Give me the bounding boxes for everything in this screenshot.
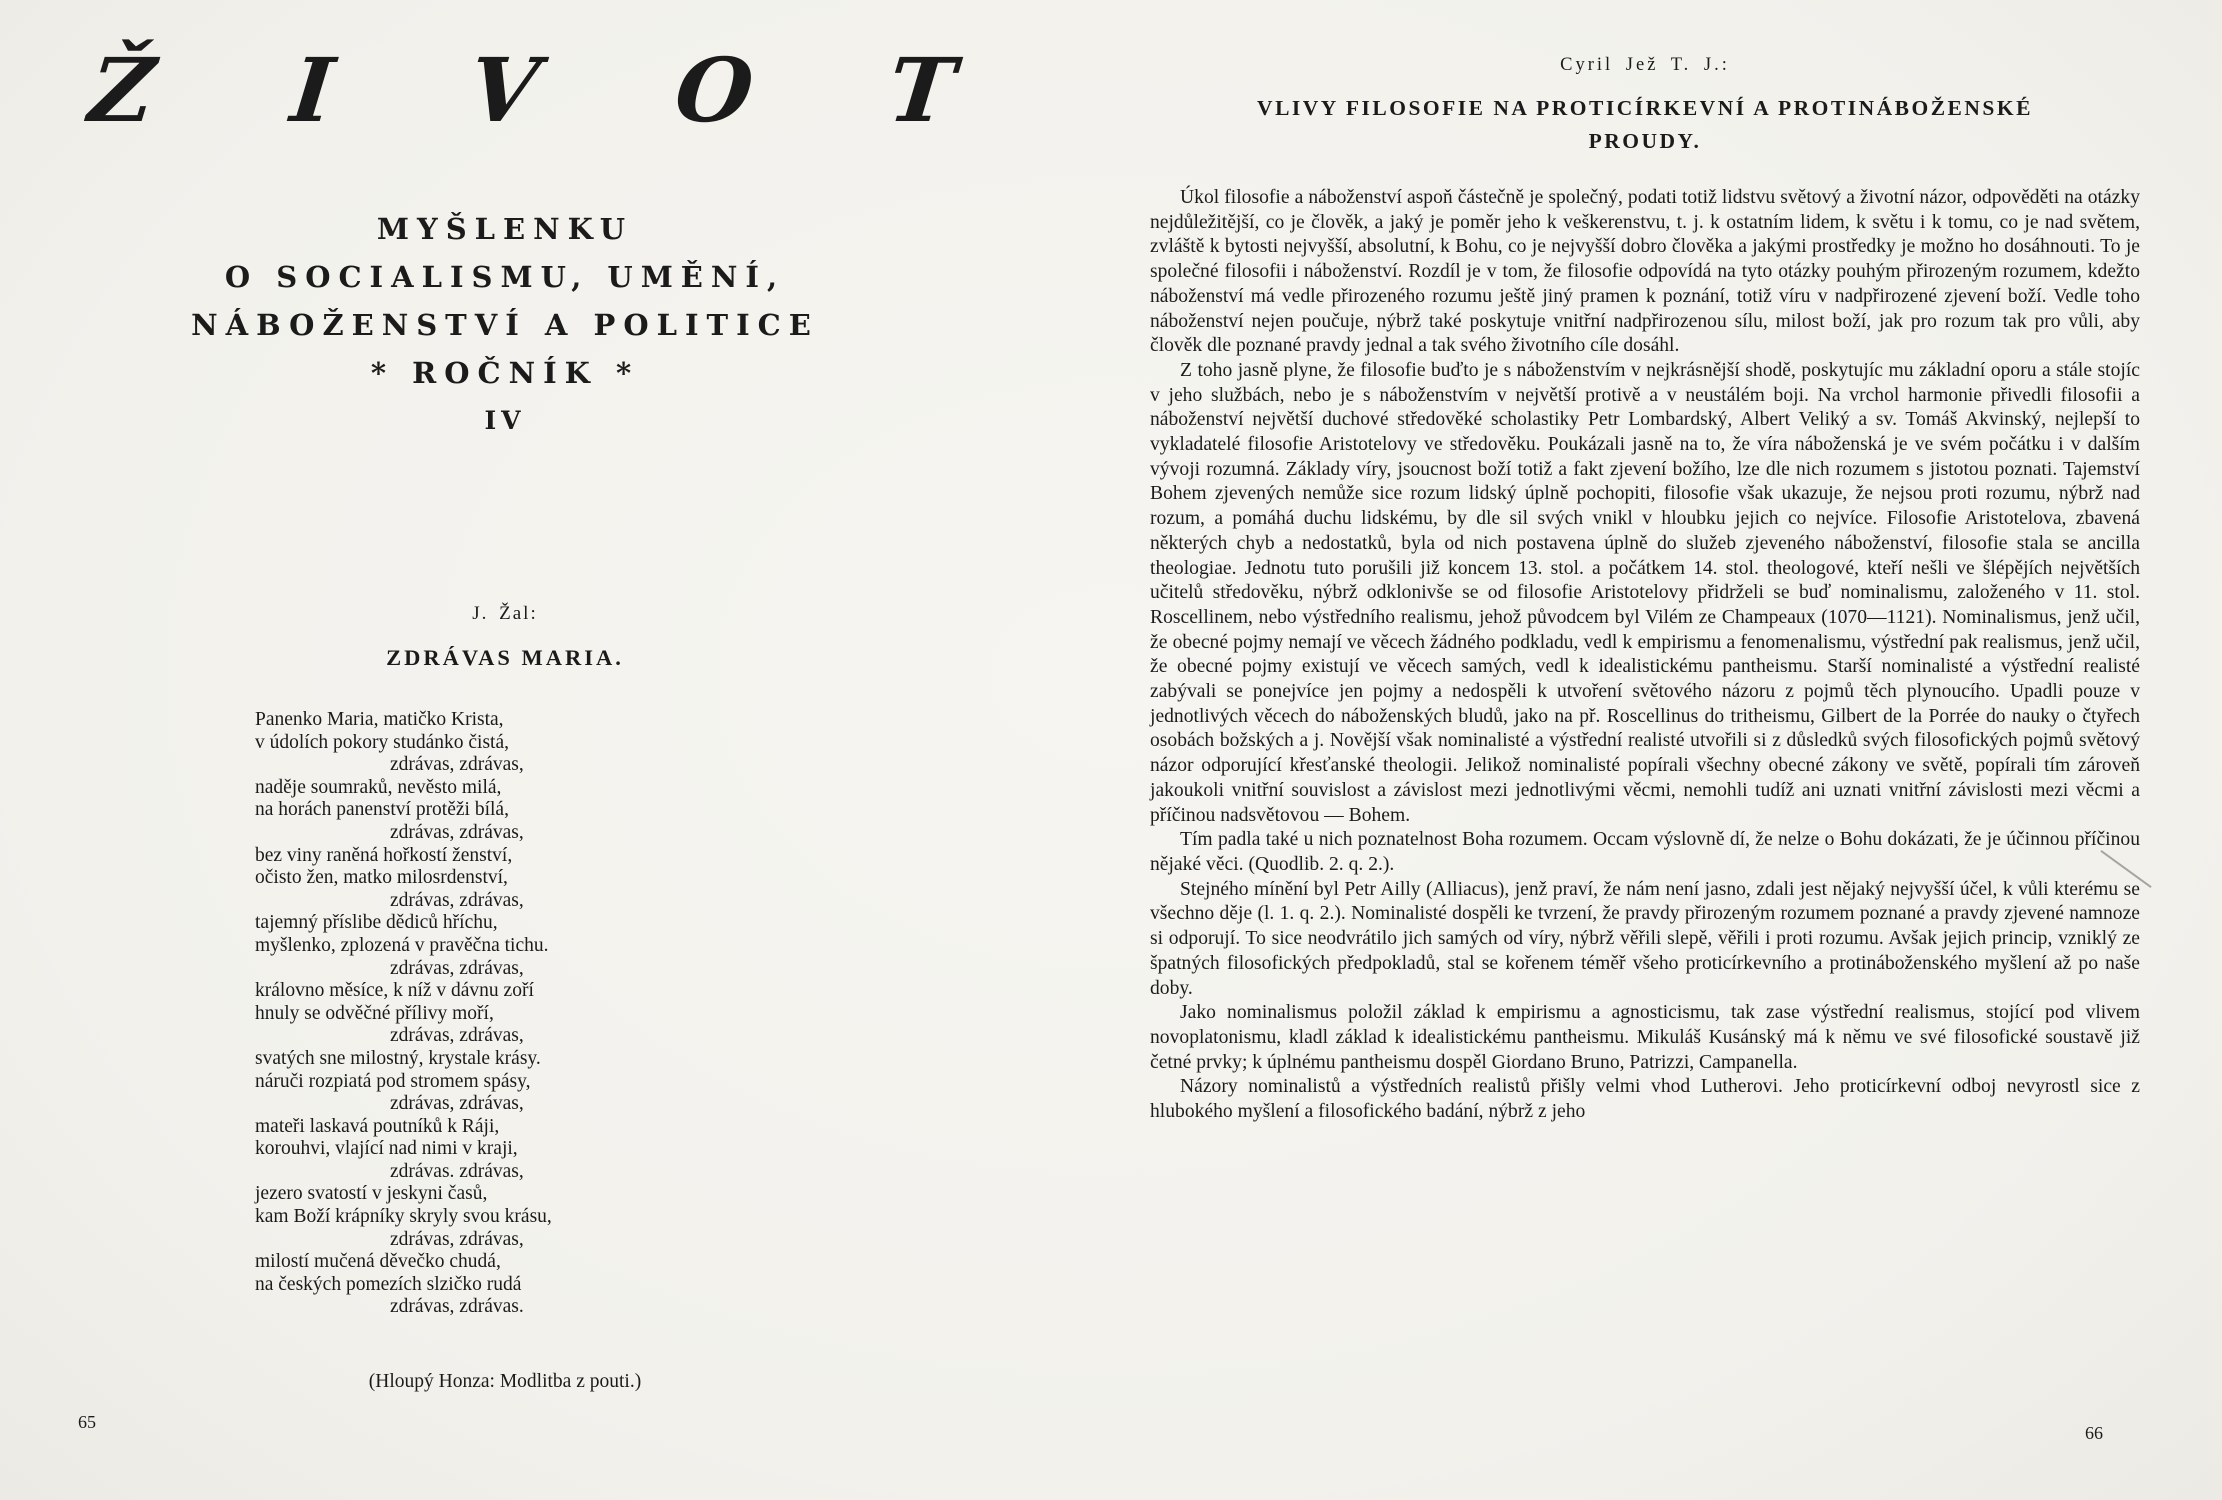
left-page — [70, 40, 1020, 1470]
poem-line: zdrávas, zdrávas, — [390, 1025, 524, 1047]
poem-line: myšlenko, zplozená v pravěčna tichu. — [255, 934, 549, 956]
poem-line: korouhvi, vlající nad nimi v kraji, — [255, 1138, 518, 1160]
right-page — [1150, 55, 2140, 1475]
magazine-masthead — [84, 38, 961, 155]
poem-line: zdrávas, zdrávas, — [390, 1093, 524, 1115]
poem-line: náruči rozpiatá pod stromem spásy, — [255, 1070, 531, 1092]
poem-line: zdrávas, zdrávas. — [390, 1296, 524, 1318]
poem-line: zdrávas, zdrávas, — [390, 957, 524, 979]
poem-line: svatých sne milostný, krystale krásy. — [255, 1047, 541, 1069]
article-paragraph: Tím padla také u nich poznatelnost Boha rozumem. Occam výslovně dí, že nelze o Bohu dokázati, že je účinnou příčinou nějaké věci. (Quodlib. 2. q. 2.). — [1150, 829, 2140, 875]
poem-line: zdrávas. zdrávas, — [390, 1160, 524, 1182]
poem-line: kam Boží krápníky skryly svou krásu, — [255, 1206, 552, 1228]
poem-line: na českých pomezích slzičko rudá — [255, 1273, 522, 1295]
article-paragraph: Názory nominalistů a výstředních realistů přišly velmi vhod Lutherovi. Jeho proticírkevní odboj nevyrostl sice z hlubokého myšlení a filosofického badání, nýbrž z jeho — [1150, 1076, 2140, 1123]
poem-line: zdrávas, zdrávas, — [390, 754, 524, 776]
poem-line: zdrávas, zdrávas, — [390, 889, 524, 911]
masthead-letter: O — [670, 38, 758, 142]
poem-line: jezero svatostí v jeskyni časů, — [255, 1183, 488, 1205]
poem-title: ZDRÁVAS MARIA. — [386, 645, 624, 670]
poem-line: královno měsíce, k níž v dávnu zoří — [255, 980, 534, 1002]
poem-line: hnuly se odvěčné přílivy moří, — [255, 1002, 494, 1024]
poem-line: očisto žen, matko milosrdenství, — [255, 867, 508, 889]
article-title-line2: PROUDY. — [1588, 129, 1702, 153]
poem-line: na horách panenství protěži bílá, — [255, 799, 509, 821]
poem-attribution: (Hloupý Honza: Modlitba z pouti.) — [368, 1371, 642, 1393]
subtitle-line: * ROČNÍK * — [370, 356, 640, 390]
subtitle-line: MYŠLENKU — [376, 212, 634, 246]
poem-line: v údolích pokory studánko čistá, — [255, 731, 510, 753]
masthead-letter: T — [884, 38, 961, 142]
poem-line: tajemný příslibe dědiců hříchu, — [255, 912, 498, 934]
poem-body — [255, 709, 885, 1319]
article-paragraph: Úkol filosofie a náboženství aspoň částečně je společný, podati totiž lidstvu světový a životní názor, odpověděti na otázky nejdůležitější, co je člověk, a jaký je poměr jeho k veškerenstvu, t. j. k ostatním lidem, k světu i k tomu, co je nad světem, zvláště k bytosti nejvyšší, absolutní, k Bohu, co je nejvyšší dobro člověka a jakými prostředky je možno ho dosáhnouti. To je společné filosofii i náboženství. Rozdíl je v tom, že filosofie odpovídá na tyto otázky pouhým přirozeným rozumem, kdežto náboženství má vedle přirozeného rozumu ještě jiný pramen k poznání, totiž víru v nadpřirozené zjevení boží. Vedle toho náboženství nejen poučuje, nýbrž také poskytuje vnitřní nadpřirozenou sílu, milost boží, jak pro rozum tak pro vůli, aby člověk dle poznané pravdy jednal a tak svého životního cíle dosáhl. — [1150, 187, 2140, 357]
poem-line: bez viny raněná hořkostí ženství, — [255, 844, 513, 866]
page-number-right: 66 — [2085, 1423, 2103, 1443]
article-title — [1150, 92, 2140, 158]
subtitle-line: IV — [484, 406, 526, 435]
magazine-subtitle — [125, 205, 885, 445]
masthead-letter: Ž — [84, 38, 160, 142]
poem-line: naděje soumraků, nevěsto milá, — [255, 776, 502, 798]
poem-line: zdrávas, zdrávas, — [390, 821, 524, 843]
article-body — [1150, 186, 2140, 1125]
masthead-letter: I — [286, 38, 339, 142]
article-title-line1: VLIVY FILOSOFIE NA PROTICÍRKEVNÍ A PROTINÁBOŽENSKÉ — [1257, 96, 2033, 120]
subtitle-line: O SOCIALISMU, UMĚNÍ, — [224, 260, 786, 294]
poem-line: zdrávas, zdrávas, — [390, 1228, 524, 1250]
poem-line: milostí mučená děvečko chudá, — [255, 1251, 501, 1273]
poem-column — [125, 603, 885, 1393]
poem-line: Panenko Maria, matičko Krista, — [255, 709, 504, 730]
article-paragraph: Jako nominalismus položil základ k empirismu a agnosticismu, tak zase výstřední realismus, stojící pod vlivem novoplatonismu, kladl základ k idealistickému pantheismu. Mikuláš Kusánský má k němu ve své filosofické soustavě již četné prvky; k úplnému pantheismu dospěl Giordano Bruno, Patrizzi, Campanella. — [1150, 1002, 2140, 1073]
article-author: Cyril Jež T. J.: — [1560, 55, 1730, 75]
poem-author: J. Žal: — [472, 603, 538, 624]
article-paragraph: Z toho jasně plyne, že filosofie buďto je s náboženstvím v nejkrásnější shodě, poskytujíc mu základní oporu a stále stojíc v jeho službách, nebo je s náboženstvím v největší protivě a v neustálém boji. Na vrchol harmonie přivedli filosofii a náboženství největší duchové středověké scholastiky Petr Lombardský, Albert Veliký a sv. Tomáš Akvinský, nejlepší to vykladatelé filosofie Aristotelovy ve středověku. Poukázali jasně na to, že víra náboženská je ve svém počátku i v dalším vývoji rozumná. Základy víry, jsoucnost boží totiž a fakt zjevení božího, lze dle nich rozumem s jistotou poznati. Tajemství Bohem zjevených nemůže sice rozum lidský úplně pochopiti, filosofie však ukazuje, že nejsou proti rozumu, nýbrž nad rozum, a pomáhá duchu lidskému, by dle sil svých vnikl v hloubku jejich co nejvíce. Filosofie Aristotelova, zbavená některých chyb a nedostatků, byla od nich postavena úplně do služeb zjeveného náboženství, filosofie stala se ancilla theologiae. Jednotu tuto porušili již koncem 13. stol. a počátkem 14. stol. theologové, kteří nešli ve šlépějích největších učitelů středověku, nýbrž odklonivše se od filosofie Aristotelovy přidrželi se buď nominalismu, založeného v 11. stol. Roscellinem, nebo výstředního realismu, jehož původcem byl Vilém ze Champeaux (1070—1121). Nominalismus, jenž učil, že obecné pojmy nemají ve věcech žádného podkladu, vedl k empirismu a fenomenalismu, výstřední pak realismus, jenž učil, že obecné pojmy existují ve věcech samých, vedl k idealistickému pantheismu. Starší nominalisté a výstřední realisté zabývali se ponejvíce jen pojmy a nedospěli k utvoření světového názoru z pojmů těch plynoucího. Upadli pouze v jednotlivých věcech do náboženských bludů, jako na př. Roscellinus do tritheismu, Gilbert de la Porrée do nauky o čtyřech osobách božských a j. Novější však nominalisté a výstřední realisté utvořili si z důsledků svých filosofických pojmů světový názor odporující křesťanské theologii. Jelikož nominalisté popírali všechny obecné zákony ve světě, popírali tím zároveň jakoukoli vnitřní souvislost a závislost mezi jednotlivými věcmi, nemohli tudíž ani uznati vnitřní závislosti mezi věcmi a příčinou nadsvětovou — Bohem. — [1150, 359, 2140, 826]
subtitle-line: NÁBOŽENSTVÍ A POLITICE — [191, 308, 819, 342]
article-paragraph: Stejného mínění byl Petr Ailly (Alliacus), jenž praví, že nám není jasno, zdali jest nějaký nejvyšší účel, k vůli kterému se všechno děje (l. 1. q. 2.). Nominalisté dospěli ke tvrzení, že pravdy přirozeným rozumem poznané a pravdy zjevené namnoze si odporují. To sice neodvrátilo jich samých od víry, nýbrž věřili slepě, věřili i proti rozumu. Avšak jejich princip, vzniklý ze špatných filosofických předpokladů, stal se kořenem téměř všeho proticírkevního a protináboženského myšlení až po naše doby. — [1150, 878, 2140, 999]
masthead-letter: V — [464, 38, 544, 142]
page-number-left: 65 — [78, 1412, 96, 1432]
poem-line: mateři laskavá poutníků k Ráji, — [255, 1115, 500, 1137]
